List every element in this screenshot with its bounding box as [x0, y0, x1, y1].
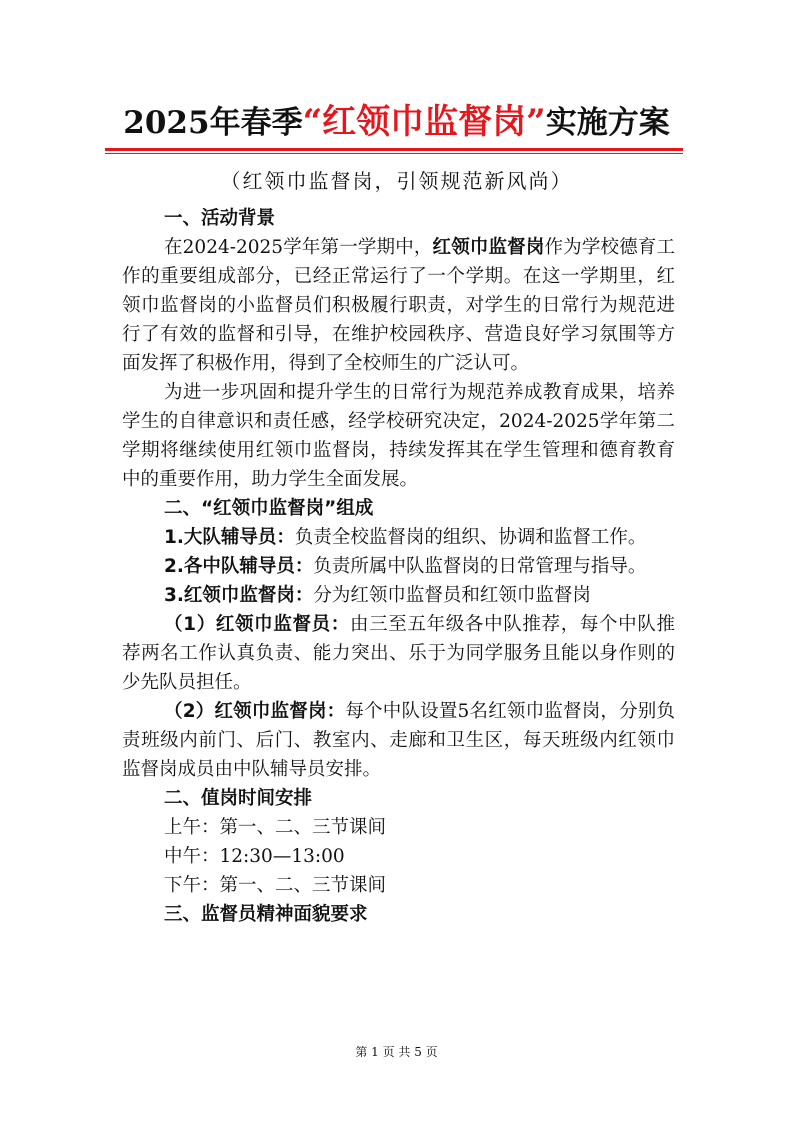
composition-item-1	[122, 523, 675, 552]
title-prefix: 2025年春季	[123, 105, 303, 141]
document-body	[122, 204, 675, 929]
item-label: （1）红领巾监督员：	[164, 614, 350, 635]
schedule-afternoon: 下午：第一、二、三节课间	[164, 875, 387, 896]
title-divider-thick	[105, 148, 683, 151]
item-text: 由三至五年级各中队推荐，每个中队推荐两名工作认真负责、能力突出、乐于为同学服务且能以身作则的少先队员担任。	[122, 614, 675, 693]
composition-item-3	[122, 581, 675, 610]
item-text: 每个中队设置5名红领巾监督岗，分别负责班级内前门、后门、教室内、走廊和卫生区，每天班级内红领巾监督岗成员由中队辅导员安排。	[122, 701, 675, 780]
title-highlight: “红领巾监督岗”	[302, 102, 546, 142]
item-label: 2.各中队辅导员：	[164, 556, 314, 577]
paragraph-text: 在2024-2025学年第一学期中，	[164, 237, 433, 258]
title-divider-thin	[105, 153, 683, 154]
composition-subitem-2	[122, 697, 675, 784]
section-heading-composition: 二、“红领巾监督岗”组成	[164, 498, 374, 519]
item-label: （2）红领巾监督岗：	[164, 701, 346, 722]
paragraph-text: 作为学校德育工作的重要组成部分，已经正常运行了一个学期。在这一学期里，红领巾监督岗的小监督员们积极履行职责，对学生的日常行为规范进行了有效的监督和引导，在维护校园秩序、营造良好学习氛围等方面发挥了积极作用，得到了全校师生的广泛认可。	[122, 237, 675, 374]
background-paragraph-1	[122, 233, 675, 378]
page-footer: 第 1 页 共 5 页	[355, 1045, 438, 1059]
section-heading-background: 一、活动背景	[164, 208, 276, 229]
paragraph-emphasis: 红领巾监督岗	[432, 237, 545, 258]
background-paragraph-2: 为进一步巩固和提升学生的日常行为规范养成教育成果，培养学生的自律意识和责任感，经学校研究决定，2024-2025学年第二学期将继续使用红领巾监督岗，持续发挥其在学生管理和德育教育中的重要作用，助力学生全面发展。	[122, 382, 675, 490]
title-suffix: 实施方案	[545, 105, 670, 141]
composition-item-2	[122, 552, 675, 581]
schedule-noon: 中午：12:30—13:00	[164, 846, 345, 867]
item-text: 负责所属中队监督岗的日常管理与指导。	[313, 556, 647, 577]
item-label: 3.红领巾监督岗：	[164, 585, 314, 606]
item-text: 分为红领巾监督员和红领巾监督岗	[313, 585, 591, 606]
section-heading-requirements: 三、监督员精神面貌要求	[164, 904, 368, 925]
item-label: 1.大队辅导员：	[164, 527, 295, 548]
section-heading-schedule: 二、值岗时间安排	[164, 788, 313, 809]
document-title	[0, 98, 793, 147]
item-text: 负责全校监督岗的组织、协调和监督工作。	[294, 527, 647, 548]
document-subtitle: （红领巾监督岗，引领规范新风尚）	[220, 169, 573, 193]
schedule-morning: 上午：第一、二、三节课间	[164, 817, 387, 838]
composition-subitem-1	[122, 610, 675, 697]
